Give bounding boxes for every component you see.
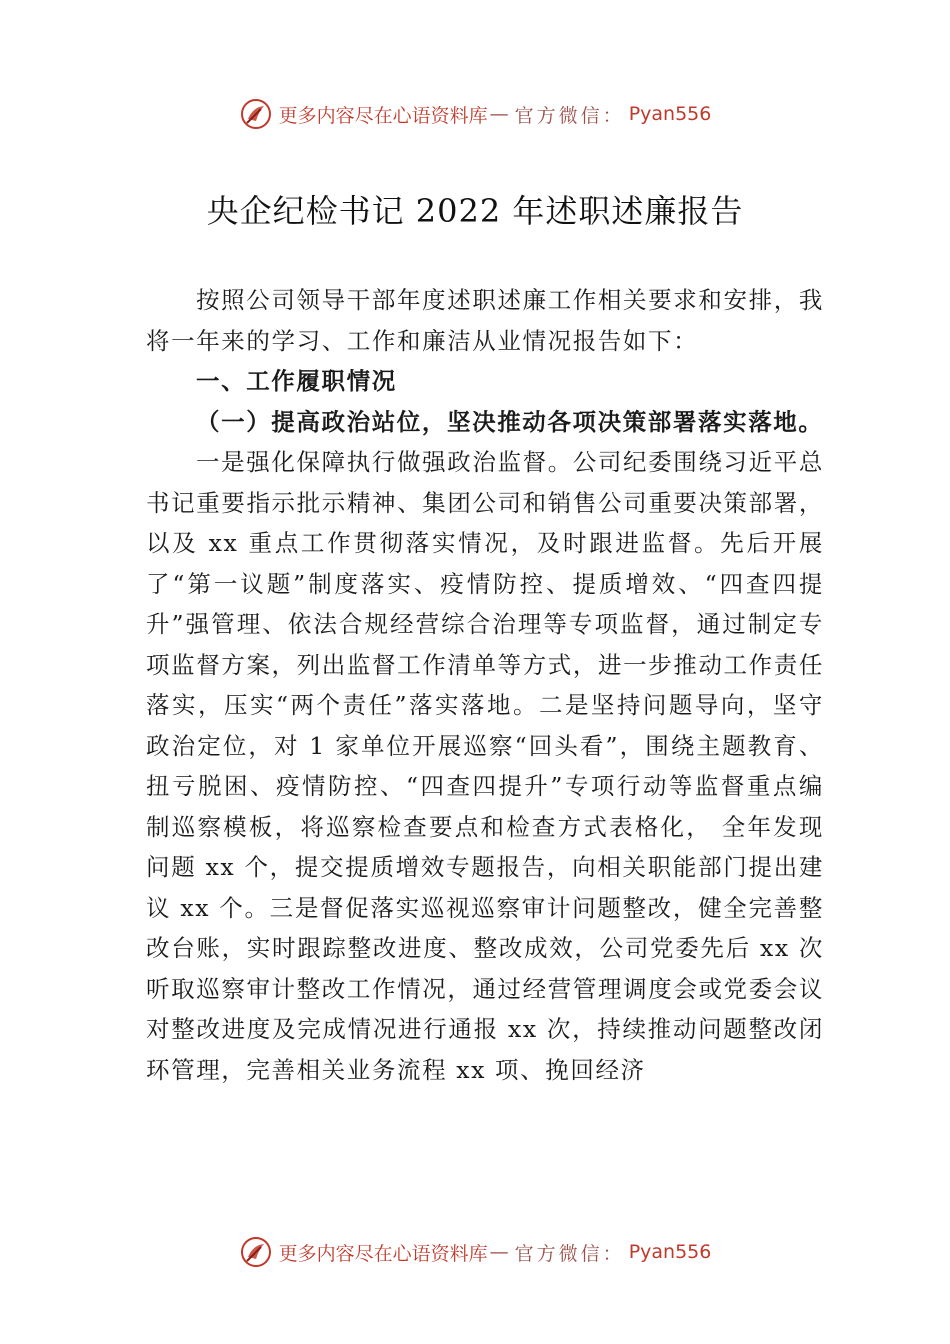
section-heading: 一、工作履职情况	[196, 367, 397, 395]
brand-logo-icon	[239, 1235, 273, 1269]
footer-watermark	[0, 1232, 950, 1272]
watermark-wechat-id: Pyan556	[628, 1241, 712, 1263]
watermark-text: 更多内容尽在心语资料库	[278, 1242, 488, 1265]
header-watermark	[0, 94, 950, 134]
watermark-wechat-id: Pyan556	[628, 103, 712, 125]
subsection-heading: （一）提高政治站位，坚决推动各项决策部署落实落地。	[196, 407, 824, 436]
watermark-separator: —	[489, 103, 507, 125]
watermark-separator: —	[489, 1241, 507, 1263]
watermark-label: 官方微信：	[514, 1242, 625, 1265]
watermark-text: 更多内容尽在心语资料库	[278, 104, 488, 127]
watermark-label: 官方微信：	[514, 104, 625, 127]
intro-paragraph: 按照公司领导干部年度述职述廉工作相关要求和安排，我将一年来的学习、工作和廉洁从业情况报告如下：	[146, 286, 824, 355]
body-paragraph: 一是强化保障执行做强政治监督。公司纪委围绕习近平总书记重要指示批示精神、集团公司和销售公司重要决策部署，以及 xx 重点工作贯彻落实情况，及时跟进监督。先后开展了“第一议题”制度落实、疫情防控、提质增效、“四查四提升”强管理、依法合规经营综合治理等专项监督，通过制定专项监督方案，列出监督工作清单等方式，进一步推动工作责任落实，压实“两个责任”落实落地。二是坚持问题导向，坚守政治定位，对 1 家单位开展巡察“回头看”，围绕主题教育、扭亏脱困、疫情防控、“四查四提升”专项行动等监督重点编制巡察模板，将巡察检查要点和检查方式表格化， 全年发现问题 xx 个，提交提质增效专题报告，向相关职能部门提出建议 xx 个。三是督促落实巡视巡察审计问题整改，健全完善整改台账，实时跟踪整改进度、整改成效，公司党委先后 xx 次听取巡察审计整改工作情况，通过经营管理调度会或党委会议对整改进度及完成情况进行通报 xx 次，持续推动问题整改闭环管理，完善相关业务流程 xx 项、挽回经济	[146, 448, 824, 1084]
document-title: 央企纪检书记 2022 年述职述廉报告	[206, 192, 744, 230]
brand-logo-icon	[239, 97, 273, 131]
document-body	[146, 280, 824, 1090]
